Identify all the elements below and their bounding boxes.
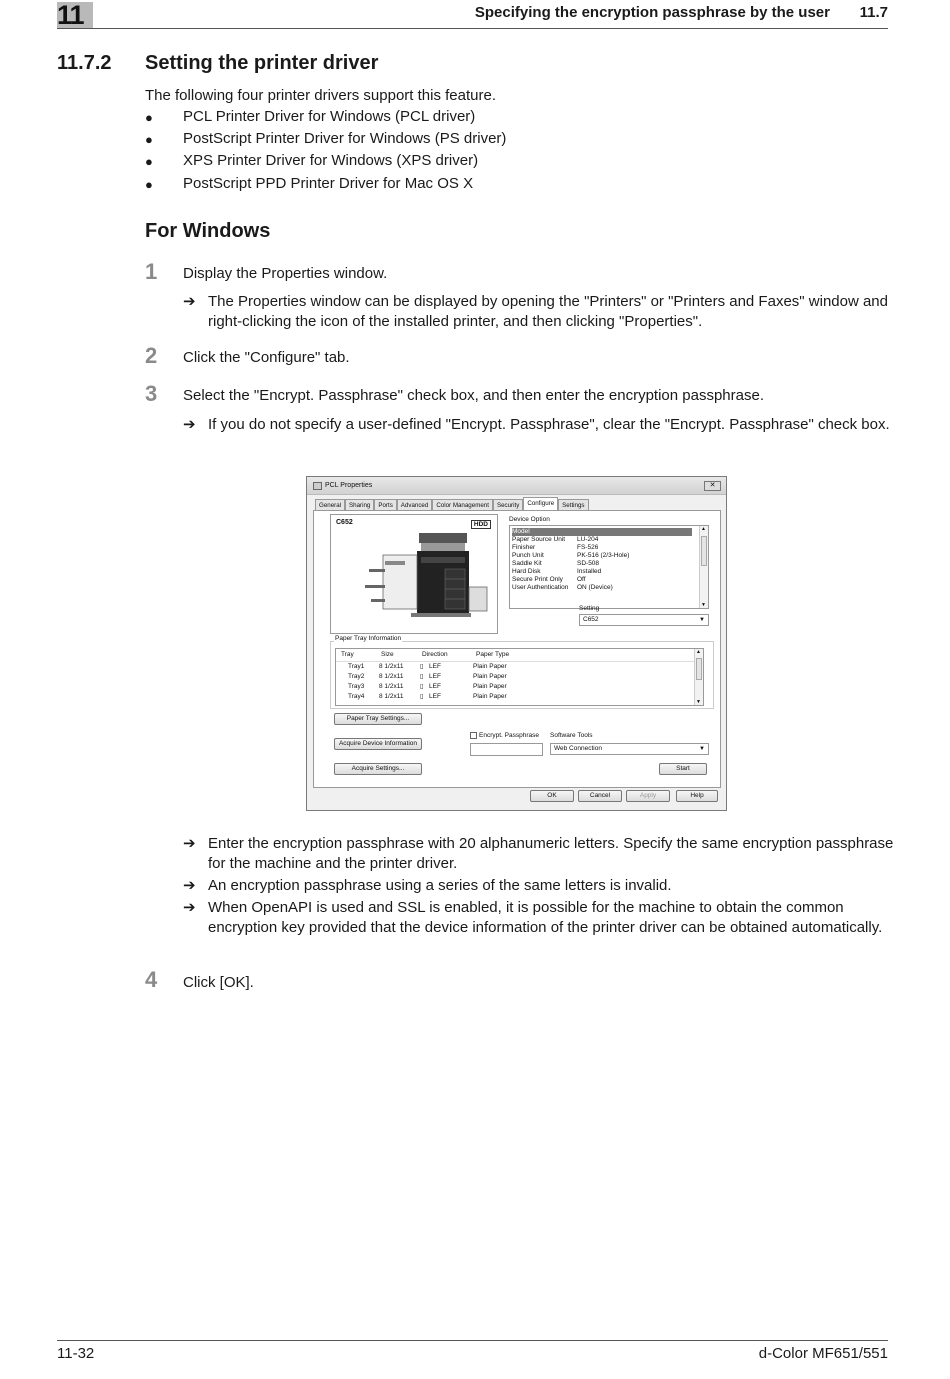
dialog-title: PCL Properties <box>325 482 373 489</box>
scroll-thumb[interactable] <box>701 536 707 566</box>
page-number: 11-32 <box>57 1345 95 1362</box>
list-item[interactable]: Secure Print Only Off <box>512 576 586 583</box>
model-name: C652 <box>336 519 353 526</box>
tab-advanced[interactable]: Advanced <box>397 499 433 510</box>
step-text: Display the Properties window. <box>183 265 388 282</box>
close-icon[interactable]: ✕ <box>704 481 721 491</box>
step-text: Click [OK]. <box>183 974 254 991</box>
software-tools-label: Software Tools <box>550 732 593 739</box>
scroll-down-icon[interactable]: ▼ <box>701 602 706 608</box>
section-number: 11.7.2 <box>57 52 112 74</box>
arrow-icon: ➔ <box>183 835 196 852</box>
column-header[interactable]: Size <box>381 651 394 658</box>
bullet-item: PostScript PPD Printer Driver for Mac OS X <box>183 175 474 192</box>
running-header-title: Specifying the encryption passphrase by the user <box>474 4 830 21</box>
step-number: 3 <box>145 381 158 406</box>
list-item[interactable]: User Authentication ON (Device) <box>512 584 613 591</box>
encrypt-passphrase-label: Encrypt. Passphrase <box>479 732 539 739</box>
scroll-up-icon[interactable]: ▲ <box>696 649 701 655</box>
step-note: If you do not specify a user-defined "Encrypt. Passphrase", clear the "Encrypt. Passphrase" check box. <box>208 416 890 433</box>
page-icon: ▯ <box>420 693 424 700</box>
tab-bar <box>315 498 589 510</box>
encrypt-passphrase-input[interactable] <box>470 743 543 756</box>
software-tools-select[interactable] <box>550 743 709 755</box>
bullet-icon: ● <box>145 132 153 147</box>
table-cell: Plain Paper <box>473 683 507 690</box>
table-cell: LEF <box>429 663 441 670</box>
scroll-thumb[interactable] <box>696 658 702 680</box>
column-header[interactable]: Paper Type <box>476 651 510 658</box>
step-number: 4 <box>145 967 158 992</box>
scroll-down-icon[interactable]: ▼ <box>696 699 701 705</box>
table-cell: 8 1/2x11 <box>379 693 404 700</box>
table-cell: Tray2 <box>348 673 365 680</box>
arrow-icon: ➔ <box>183 293 196 310</box>
tab-general[interactable]: General <box>315 499 345 510</box>
dialog-titlebar <box>307 477 726 495</box>
apply-button[interactable]: Apply <box>626 790 670 802</box>
configure-panel <box>313 510 721 788</box>
step-text: Select the "Encrypt. Passphrase" check box, and then enter the encryption passphrase. <box>183 387 764 404</box>
list-item[interactable]: Punch Unit PK-516 (2/3-Hole) <box>512 552 630 559</box>
encrypt-passphrase-checkbox[interactable] <box>470 732 477 739</box>
column-header[interactable]: Tray <box>341 651 354 658</box>
page-icon: ▯ <box>420 673 424 680</box>
tab-color-management[interactable]: Color Management <box>432 499 493 510</box>
bullet-item: XPS Printer Driver for Windows (XPS driver) <box>183 152 479 169</box>
table-cell: 8 1/2x11 <box>379 663 404 670</box>
step-number: 2 <box>145 343 158 368</box>
step-number: 1 <box>145 259 158 284</box>
table-cell: 8 1/2x11 <box>379 683 404 690</box>
table-cell: Plain Paper <box>473 673 507 680</box>
paper-tray-list[interactable] <box>335 648 704 706</box>
tab-sharing[interactable]: Sharing <box>345 499 374 510</box>
chapter-number: 11 <box>57 0 84 30</box>
table-cell: LEF <box>429 693 441 700</box>
table-cell: 8 1/2x11 <box>379 673 404 680</box>
step-note: An encryption passphrase using a series of the same letters is invalid. <box>208 877 672 894</box>
column-header[interactable]: Direction <box>422 651 448 658</box>
device-option-list[interactable] <box>509 525 709 609</box>
page-icon: ▯ <box>420 683 424 690</box>
model-preview <box>330 514 498 634</box>
help-button[interactable]: Help <box>676 790 718 802</box>
pcl-properties-dialog <box>306 476 727 811</box>
arrow-icon: ➔ <box>183 877 196 894</box>
cancel-button[interactable]: Cancel <box>578 790 622 802</box>
bullet-icon: ● <box>145 177 153 192</box>
table-cell: Tray4 <box>348 693 365 700</box>
device-option-label: Device Option <box>509 516 550 523</box>
table-cell: Tray1 <box>348 663 365 670</box>
list-item[interactable]: Saddle Kit SD-508 <box>512 560 600 567</box>
scrollbar[interactable] <box>699 526 708 608</box>
tab-settings[interactable]: Settings <box>558 499 588 510</box>
acquire-device-information-button[interactable]: Acquire Device Information <box>334 738 422 750</box>
setting-select[interactable] <box>579 614 709 626</box>
bullet-icon: ● <box>145 110 153 125</box>
printer-image <box>361 529 491 619</box>
footer-rule <box>57 1340 888 1341</box>
step-text: Click the "Configure" tab. <box>183 349 350 366</box>
step-note: Enter the encryption passphrase with 20 alphanumeric letters. Specify the same encryption passphrase for the machine and the printer driver. <box>208 835 894 872</box>
bullet-icon: ● <box>145 154 153 169</box>
list-item[interactable]: Finisher FS-526 <box>512 544 599 551</box>
chevron-down-icon: ▼ <box>699 746 705 752</box>
scroll-up-icon[interactable]: ▲ <box>701 526 706 532</box>
table-cell: LEF <box>429 683 441 690</box>
setting-value: C652 <box>583 616 599 623</box>
scrollbar[interactable] <box>694 649 703 705</box>
setting-label: Setting <box>579 605 600 612</box>
acquire-settings-button[interactable]: Acquire Settings... <box>334 763 422 775</box>
table-cell: LEF <box>429 673 441 680</box>
table-cell: Plain Paper <box>473 663 507 670</box>
paper-tray-label: Paper Tray Information <box>335 635 402 642</box>
step-note: The Properties window can be displayed by opening the "Printers" or "Printers and Faxes" window and right-clicking the icon of the installed printer, and then clicking "Properties". <box>208 293 888 330</box>
start-button[interactable]: Start <box>659 763 707 775</box>
step-note: When OpenAPI is used and SSL is enabled, it is possible for the machine to obtain the common encryption key provided that the device information of the printer driver can be obtained automatically. <box>208 899 883 936</box>
intro-text: The following four printer drivers support this feature. <box>145 87 496 104</box>
list-item[interactable]: Paper Source Unit LU-204 <box>512 536 599 543</box>
ok-button[interactable]: OK <box>530 790 574 802</box>
bullet-item: PostScript Printer Driver for Windows (PS driver) <box>183 130 507 147</box>
subheading: For Windows <box>145 220 271 242</box>
list-item[interactable]: Hard Disk Installed <box>512 568 602 575</box>
tab-configure[interactable]: Configure <box>523 497 558 510</box>
bullet-item: PCL Printer Driver for Windows (PCL driver) <box>183 108 476 125</box>
table-cell: Plain Paper <box>473 693 507 700</box>
tab-ports[interactable]: Ports <box>374 499 396 510</box>
arrow-icon: ➔ <box>183 899 196 916</box>
page-icon: ▯ <box>420 663 424 670</box>
running-header-section: 11.7 <box>859 4 888 21</box>
tab-security[interactable]: Security <box>493 499 523 510</box>
arrow-icon: ➔ <box>183 416 196 433</box>
hdd-badge: HDD <box>471 520 491 529</box>
section-title: Setting the printer driver <box>145 52 379 74</box>
chevron-down-icon: ▼ <box>699 617 705 623</box>
table-cell: Tray3 <box>348 683 365 690</box>
list-item[interactable]: Model <box>512 528 692 536</box>
header-rule <box>57 28 888 29</box>
paper-tray-settings-button[interactable]: Paper Tray Settings... <box>334 713 422 725</box>
printer-icon <box>313 482 322 490</box>
product-name: d-Color MF651/551 <box>758 1345 888 1362</box>
software-tools-value: Web Connection <box>554 745 602 752</box>
